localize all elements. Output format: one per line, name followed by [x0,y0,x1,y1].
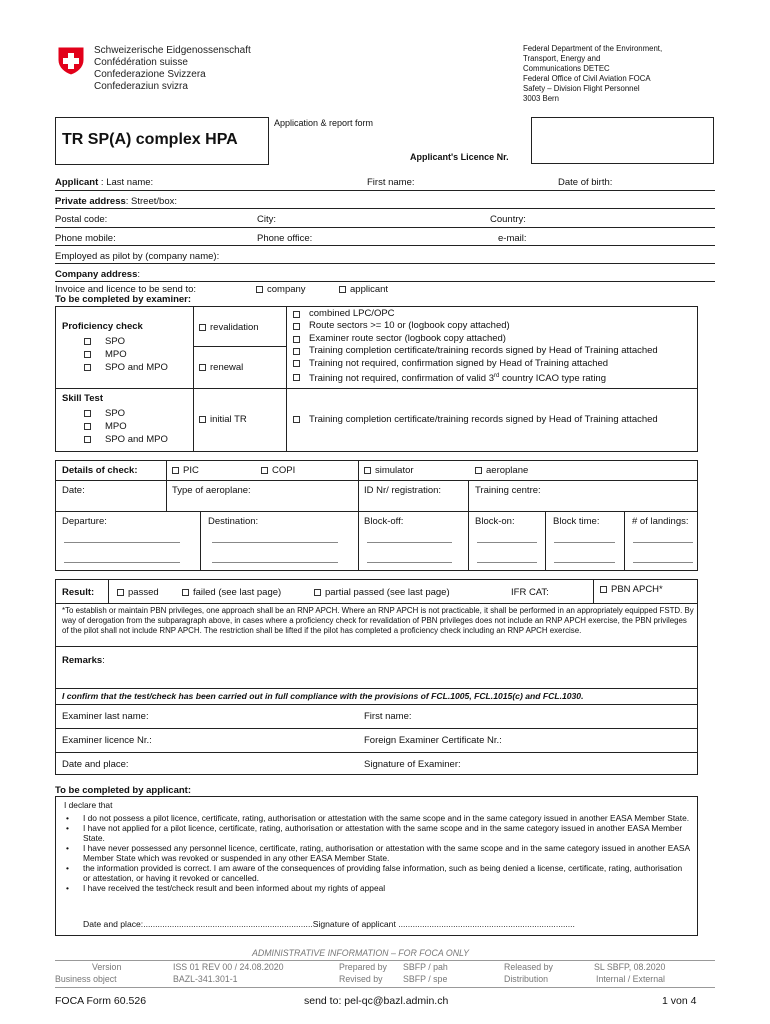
invoice-label: Invoice and licence to be send to: [55,284,197,295]
simulator-checkbox[interactable] [364,465,414,476]
checkbox-icon [364,467,371,474]
confederation-line: Confederaziun svizra [94,81,188,92]
pic-label: PIC [183,465,199,476]
invoice-company-label: company [267,284,306,295]
confederation-line: Confederazione Svizzera [94,69,206,80]
ifr-cat-label: IFR CAT: [511,587,549,598]
divider [55,960,715,961]
send-to-email[interactable]: send to: pel-qc@bazl.admin.ch [304,995,449,1007]
checkbox-icon [293,416,300,423]
form-title: TR SP(A) complex HPA [62,131,238,148]
checkbox-icon [600,586,607,593]
divider [55,646,698,647]
divider [166,460,167,511]
prof-spo-mpo-checkbox[interactable] [84,361,168,374]
remarks-colon: : [102,655,105,666]
licence-label: Applicant's Licence Nr. [410,152,509,162]
checkbox-icon [199,416,206,423]
revised-value: SBFP / spe [403,974,448,984]
confederation-name [94,45,251,93]
checkbox-icon [199,324,206,331]
street-label: : Street/box: [125,196,177,207]
divider [55,511,698,512]
invoice-company-checkbox[interactable] [256,284,306,295]
pbn-apch-checkbox[interactable] [600,584,663,595]
declaration-item: • the information provided is correct. I am aware of the consequences of providing false information, such as being denied a license, certificate, rating, authorisation or attestation, or having it revoked or cancelled. [64,863,690,883]
divider [55,752,698,753]
confirm-text: I confirm that the test/check has been carried out in full compliance with the provisions of FCL.1005, FCL.1015(c) and FCL.1030. [62,691,584,701]
partial-label: partial passed (see last page) [325,587,450,598]
divider [55,987,715,988]
block-on-field-1[interactable] [477,542,537,543]
aeroplane-checkbox[interactable] [475,465,528,476]
examiner-signature-label: Signature of Examiner: [364,759,461,770]
initial-tr-checkbox[interactable] [199,414,247,425]
version-label: Version [92,962,122,972]
proficiency-check-title: Proficiency check [62,321,143,332]
employed-label: Employed as pilot by (company name): [55,251,220,262]
released-label: Released by [504,962,553,972]
checkbox-icon [84,351,91,358]
declaration-item: • I do not possess a pilot licence, certificate, rating, authorisation or attestation with the same scope and in the same category issued in another EASA Member State. [64,813,690,823]
applicant-section-title: To be completed by applicant: [55,785,192,796]
item-label: Examiner route sector (logbook copy attached) [309,332,506,344]
divider [55,227,715,228]
divider [55,603,698,604]
skill-spo-mpo-checkbox[interactable] [84,433,168,446]
divider [468,480,469,571]
checkbox-icon [84,436,91,443]
dob-label: Date of birth: [558,177,613,188]
option-label: MPO [105,421,127,432]
result-label: Result: [62,587,95,598]
item-label: Training completion certificate/training records signed by Head of Training attached [309,345,658,357]
training-not-required-checkbox[interactable] [293,358,658,370]
landings-label: # of landings: [632,516,689,527]
department-line: Communications DETEC [523,64,610,73]
revalidation-items [293,308,658,386]
business-value: BAZL-341.301-1 [173,974,238,984]
licence-number-field[interactable] [531,117,714,164]
checkbox-icon [84,423,91,430]
item-label: Route sectors >= 10 or (logbook copy attached) [309,320,510,332]
checkbox-icon [199,364,206,371]
item-label: Training not required, confirmation signed by Head of Training attached [309,357,609,369]
prof-mpo-checkbox[interactable] [84,348,168,361]
checkbox-icon [293,348,300,355]
postal-code-label: Postal code: [55,214,108,225]
simulator-label: simulator [375,465,414,476]
checkbox-icon [172,467,179,474]
divider [55,190,715,191]
declaration-item: • I have never possessed any personnel licence, certificate, rating, authorisation or attestation with the same scope and in the same category issued in another EASA Member State which was revoked or suspended in any other EASA Member State. [64,843,690,863]
copi-checkbox[interactable] [261,465,295,476]
phone-mobile-label: Phone mobile: [55,233,116,244]
checkbox-icon [293,374,300,381]
divider [193,306,194,452]
type-of-aeroplane-label: Type of aeroplane: [172,485,251,496]
divider [55,704,698,705]
initial-tr-label: initial TR [210,414,247,425]
block-time-field-1[interactable] [554,542,615,543]
declaration-intro: I declare that [64,800,113,810]
confederation-line: Confédération suisse [94,57,188,68]
street-field[interactable] [55,196,177,207]
block-on-label: Block-on: [475,516,515,527]
revalidation-checkbox[interactable] [199,322,259,333]
checkbox-icon [293,323,300,330]
departure-field-1[interactable] [64,542,180,543]
company-address-label: Company address [55,269,138,280]
skill-test-title: Skill Test [62,393,104,404]
block-time-field-2[interactable] [554,562,615,563]
destination-field-2[interactable] [212,562,338,563]
prepared-value: SBFP / pah [403,962,448,972]
option-label: MPO [105,349,127,360]
checkbox-icon [84,364,91,371]
remarks-field[interactable] [62,655,105,666]
declaration-item: • I have received the test/check result and been informed about my rights of appeal [64,883,690,893]
released-value: SL SBFP, 08.2020 [594,962,666,972]
checkbox-icon [261,467,268,474]
details-of-check-label: Details of check: [62,465,138,476]
examiner-last-name-label: Examiner last name: [62,711,149,722]
destination-label: Destination: [208,516,259,527]
department-line: Federal Department of the Environment, [523,44,663,53]
examiner-first-name-label: First name: [364,711,412,722]
examiner-date-place-label: Date and place: [62,759,129,770]
divider [55,208,715,209]
checkbox-icon [293,336,300,343]
last-name-field[interactable] [55,177,153,188]
form-subtitle: Application & report form [274,118,374,128]
block-off-field-2[interactable] [367,562,452,563]
divider [55,728,698,729]
item-label-sup: rd [494,373,500,380]
divider [108,579,109,603]
confederation-line: Schweizerische Eidgenossenschaft [94,45,251,56]
divider [55,245,715,246]
business-label: Business object [55,974,117,984]
option-label: SPO and MPO [105,434,168,445]
icao-rating-checkbox[interactable] [293,370,658,386]
revised-label: Revised by [339,974,383,984]
checkbox-icon [84,338,91,345]
departure-field-2[interactable] [64,562,180,563]
divider [55,688,698,689]
invoice-applicant-label: applicant [350,284,389,295]
email-label: e-mail: [498,233,527,244]
department-line: Transport, Energy and [523,54,601,63]
swiss-coat-of-arms-icon [57,46,85,76]
company-address-field[interactable] [55,269,140,280]
department-line: Federal Office of Civil Aviation FOCA [523,74,651,83]
divider [286,306,287,452]
departure-label: Departure: [62,516,107,527]
invoice-applicant-checkbox[interactable] [339,284,388,295]
item-label-pre: Training not required, confirmation of valid 3 [309,373,494,385]
divider [624,511,625,571]
examiner-section-title: To be completed by examiner: [55,294,192,305]
aeroplane-label: aeroplane [486,465,529,476]
checkbox-icon [475,467,482,474]
landings-field-2[interactable] [633,562,693,563]
checkbox-icon [293,360,300,367]
department-line: Safety – Division Flight Personnel [523,84,640,93]
divider [593,579,594,603]
declaration-item: • I have not applied for a pilot licence, certificate, rating, authorisation or attestation with the same scope and in the same category issued in another EASA Member State. [64,823,690,843]
checkbox-icon [293,311,300,318]
training-cert-checkbox[interactable] [293,345,658,357]
item-label-post: country ICAO type rating [499,373,607,385]
remarks-label: Remarks [62,655,103,666]
department-line: 3003 Bern [523,94,559,103]
divider [358,460,359,571]
prof-spo-checkbox[interactable] [84,335,168,348]
applicant-label: Applicant [55,177,99,188]
applicant-date-signature-line[interactable]: Date and place:.......................................................................Signature of applicant .......................................................................... [83,919,575,929]
lpc-opc-checkbox[interactable] [293,308,658,320]
registration-label: ID Nr/ registration: [364,485,442,496]
skill-options [84,407,168,446]
divider [545,511,546,571]
version-value: ISS 01 REV 00 / 24.08.2020 [173,962,284,972]
block-off-field-1[interactable] [367,542,452,543]
failed-checkbox[interactable] [182,587,281,598]
divider [55,480,698,481]
revalidation-label: revalidation [210,322,259,333]
divider [193,346,286,347]
phone-office-label: Phone office: [257,233,313,244]
divider [55,263,715,264]
training-centre-label: Training centre: [475,485,541,496]
first-name-label: First name: [367,177,415,188]
pbn-note: *To establish or maintain PBN privileges, one approach shall be an RNP APCH. Where an RNP APCH is not practicable, it shall be performed in an appropriately equipped FSTD. By way of derogation from the subparagraph above, in cases where a proficiency check for revalidation of PBN privileges does not include an RNP APCH exercise, the PBN privileges of the pilot shall not include RNP APCH. The restriction shall be lifted if the pilot has completed a proficiency check including an RNP APCH exercise. [62,606,694,635]
checkbox-icon [117,589,124,596]
destination-field-1[interactable] [212,542,338,543]
private-address-label: Private address [55,196,126,207]
city-label: City: [257,214,276,225]
last-name-label: : Last name: [98,177,154,188]
department-address [523,44,662,104]
pic-checkbox[interactable] [172,465,199,476]
copi-label: COPI [272,465,296,476]
divider [200,511,201,571]
option-label: SPO and MPO [105,362,168,373]
form-number: FOCA Form 60.526 [55,995,147,1007]
prepared-label: Prepared by [339,962,387,972]
pbn-label: PBN APCH* [611,584,663,595]
passed-checkbox[interactable] [117,587,159,598]
landings-field-1[interactable] [633,542,693,543]
company-address-colon: : [137,269,141,280]
item-label: combined LPC/OPC [309,308,395,319]
divider [55,281,715,282]
renewal-label: renewal [210,362,244,373]
checkbox-icon [84,410,91,417]
checkbox-icon [339,286,346,293]
option-label: SPO [105,336,126,347]
proficiency-options [84,335,168,374]
partial-passed-checkbox[interactable] [314,587,450,598]
block-time-label: Block time: [553,516,600,527]
skill-mpo-checkbox[interactable] [84,420,168,433]
checkbox-icon [256,286,263,293]
divider [55,388,698,389]
skill-spo-checkbox[interactable] [84,407,168,420]
checkbox-icon [182,589,189,596]
declaration-list [64,813,690,893]
distribution-value: Internal / External [596,974,665,984]
foreign-cert-label: Foreign Examiner Certificate Nr.: [364,735,502,746]
block-off-label: Block-off: [364,516,404,527]
route-sectors-checkbox[interactable] [293,320,658,332]
item-label [309,370,606,386]
admin-title: ADMINISTRATIVE INFORMATION – FOR FOCA ONLY [252,948,470,958]
item-label: Training completion certificate/training records signed by Head of Training attached [309,414,658,425]
country-label: Country: [490,214,526,225]
renewal-checkbox[interactable] [199,362,243,373]
page-number: 1 von 4 [662,995,697,1007]
block-on-field-2[interactable] [477,562,537,563]
initial-training-cert-checkbox[interactable] [293,414,658,425]
examiner-licence-label: Examiner licence Nr.: [62,735,152,746]
checkbox-icon [314,589,321,596]
distribution-label: Distribution [504,974,549,984]
failed-label: failed (see last page) [193,587,282,598]
date-label: Date: [62,485,85,496]
passed-label: passed [128,587,159,598]
examiner-route-checkbox[interactable] [293,333,658,345]
option-label: SPO [105,408,126,419]
